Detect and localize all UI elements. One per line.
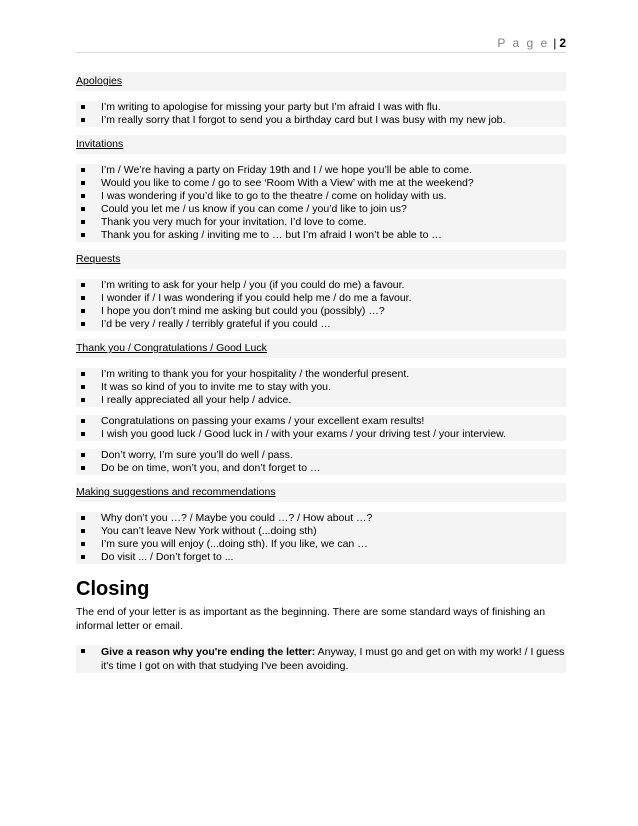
list-item: I’d be very / really / terribly grateful if you could … [76, 318, 566, 331]
section-title: Thank you / Congratulations / Good Luck [76, 339, 566, 358]
list-item: I hope you don’t mind me asking but could you (possibly) …? [76, 305, 566, 318]
closing-heading: Closing [76, 578, 150, 600]
section [76, 72, 566, 127]
list-item: It was so kind of you to invite me to stay with you. [76, 381, 566, 394]
section [76, 339, 566, 475]
list-item: Don’t worry, I’m sure you’ll do well / pass. [76, 449, 566, 462]
section-title: Making suggestions and recommendations [76, 483, 566, 502]
list-item: Do visit ... / Don’t forget to ... [76, 551, 566, 564]
list-item: I was wondering if you’d like to go to the theatre / come on holiday with us. [76, 190, 566, 203]
bullet-list [76, 101, 566, 127]
page-number: 2 [559, 36, 566, 50]
list-item: I wonder if / I was wondering if you could help me / do me a favour. [76, 292, 566, 305]
list-item: I’m writing to ask for your help / you (if you could do me) a favour. [76, 279, 566, 292]
closing-list [76, 645, 566, 673]
bullet-list [76, 449, 566, 475]
bullet-list [76, 279, 566, 331]
bullet-list [76, 164, 566, 242]
list-item: I really appreciated all your help / advice. [76, 394, 566, 407]
bullet-list [76, 415, 566, 441]
closing-list-item [76, 645, 566, 673]
list-item: I’m writing to apologise for missing your party but I’m afraid I was with flu. [76, 101, 566, 114]
closing-item-bold: Give a reason why you're ending the letter: [101, 646, 316, 658]
list-item: Why don’t you …? / Maybe you could …? / How about …? [76, 512, 566, 525]
list-item: I’m sure you will enjoy (...doing sth). If you like, we can … [76, 538, 566, 551]
closing-paragraph: The end of your letter is as important as the beginning. There are some standard ways of finishing an informal letter or email. [76, 605, 566, 633]
bullet-list [76, 512, 566, 564]
section-title: Requests [76, 250, 566, 269]
list-item: I’m / We’re having a party on Friday 19th and I / we hope you’ll be able to come. [76, 164, 566, 177]
list-item: Thank you for asking / inviting me to … but I’m afraid I won’t be able to … [76, 229, 566, 242]
section-title: Apologies [76, 72, 566, 91]
list-item: I wish you good luck / Good luck in / with your exams / your driving test / your interview. [76, 428, 566, 441]
document-body [76, 72, 566, 681]
list-item: Thank you very much for your invitation. I’d love to come. [76, 216, 566, 229]
list-item: I’m really sorry that I forgot to send you a birthday card but I was busy with my new job. [76, 114, 566, 127]
closing-item-text: Anyway, I must go and get on with my work! / I guess it's time I got on with that studying I've been avoiding. [101, 646, 565, 672]
page-separator: | [553, 36, 557, 50]
page-label: P a g e [497, 36, 550, 50]
section [76, 483, 566, 564]
bullet-list [76, 368, 566, 407]
section [76, 135, 566, 242]
page-header [497, 36, 566, 50]
list-item: I’m writing to thank you for your hospitality / the wonderful present. [76, 368, 566, 381]
list-item: Do be on time, won’t you, and don’t forget to … [76, 462, 566, 475]
phrase-sections [76, 72, 566, 564]
section-title: Invitations [76, 135, 566, 154]
section [76, 250, 566, 331]
list-item: Would you like to come / go to see ‘Room With a View’ with me at the weekend? [76, 177, 566, 190]
list-item: Could you let me / us know if you can come / you’d like to join us? [76, 203, 566, 216]
header-divider [76, 52, 566, 53]
list-item: Congratulations on passing your exams / your excellent exam results! [76, 415, 566, 428]
list-item: You can’t leave New York without (...doing sth) [76, 525, 566, 538]
